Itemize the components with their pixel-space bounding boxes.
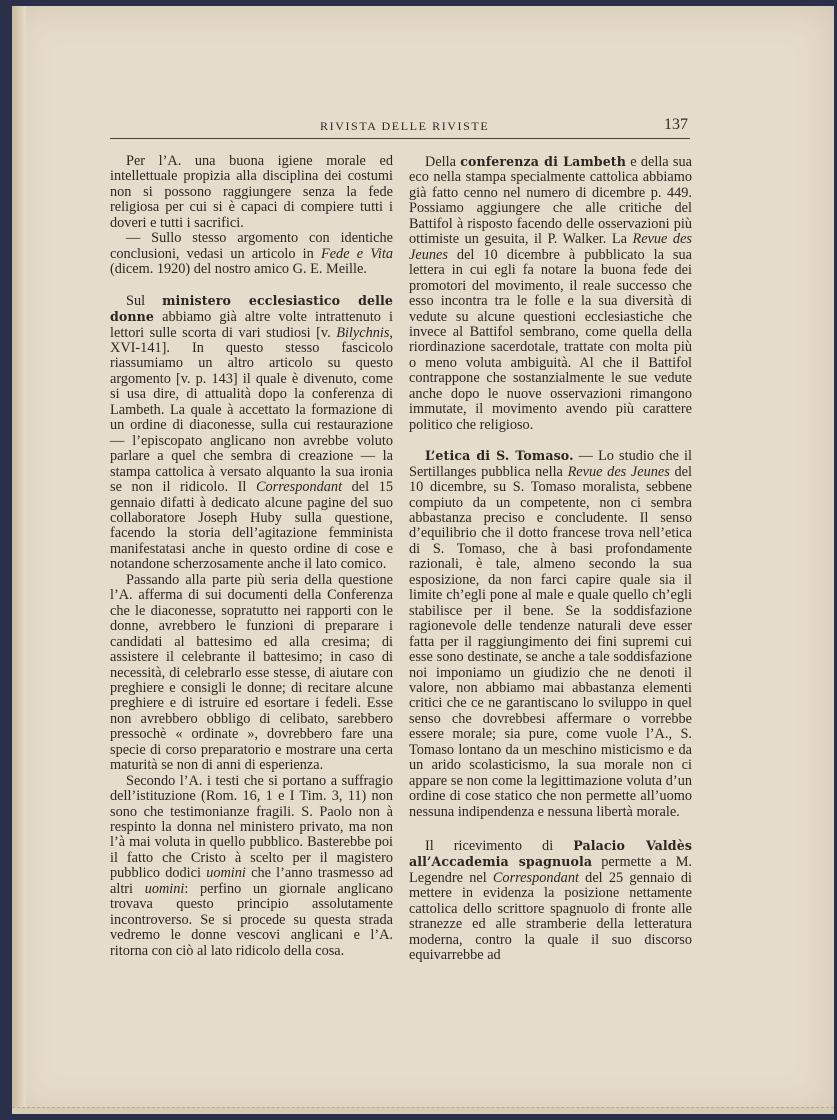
text-run: del 25 gennaio di mettere in evidenza la posizione nettamente cattolica dello scrittore spagnuolo di fronte alle stranezze ed alle stramberie della letteratura moderna, contro la quale il suo discorso equivarrebbe ad xyxy=(409,869,692,964)
text-run: abbiamo già altre volte intrattenuto i lettori sulle scorta di vari studiosi [v. xyxy=(110,309,393,341)
running-head: RIVISTA DELLE RIVISTE xyxy=(320,119,490,133)
text-run: , XVI-141]. In questo stesso fascicolo riassumiamo un altro articolo su questo argomento [v. p. 143] il quale è divenuto, come si usa dire, di attualità dopo la conferenza di Lambeth. La quale à accettato la formazione di un ordine di diaconesse, sulla cui restaurazione — l’episcopato anglicano non avrebbe voluto parlare a quel che sembra di creazione — la stampa cattolica à versato alquanto la sua ironia se non il ridicolo. Il xyxy=(110,324,393,496)
text-run: e della sua eco nella stampa specialmente cattolica abbiamo già fatto cenno nel numero di dicembre p. 449. Possiamo aggiungere che alle critiche del Battifol à risposto facendo delle osservazioni più ottimiste un gesuita, il P. Walker. La xyxy=(409,154,692,248)
page-bottom-edge xyxy=(12,1107,834,1114)
italic-phrase: Revue des Jeunes xyxy=(567,463,670,480)
paragraph xyxy=(409,838,692,964)
italic-phrase: uomini xyxy=(144,880,185,897)
paragraph xyxy=(110,154,393,231)
text-run: del 10 dicembre à pubblicato la sua lettera in cui egli fa notare la buona fede dei promotori del movimento, il reale successo che esso incontra tra le folle e la sua diversità di vedute su alcune questioni ecclesiastiche che invece al Battifol sembrano, come quella della riordinazione sacerdotale, trattate con molta più o meno voluta ambiguità. Al che il Battifol contrappone che sostanzialmente le sue vedute anche dopo le nuove osservazioni rimangono immutate, il movimento avendo più carattere politico che religioso. xyxy=(409,246,692,433)
page-header xyxy=(110,116,690,139)
text-run: : perfino un giornale anglicano trovava questo principio assolutamente incontroverso. Se si procede su questa strada vedremo le donne vescovi anglicani e l’A. ritorna con ciò al lato ridicolo della cosa. xyxy=(110,880,393,959)
text-run: (dicem. 1920) del nostro amico G. E. Meille. xyxy=(110,261,367,278)
text-run: del 15 gennaio difatti à dedicato alcune pagine del suo collaboratore Joseph Huby sulla questione, facendo la storia dell’agitazione femminista manifestatasi anche in questo ordine di cose e notandone scherzosamente anche il lato comico. xyxy=(110,479,393,573)
italic-phrase: uomini xyxy=(206,865,246,882)
text-run: Secondo l’A. i testi che si portano a suffragio dell’istituzione (Rom. 16, 1 e I Tim. 3, 11) non sono che testimonianze fragili. S. Paolo non à respinto la donna nel ministero privato, ma non l’à mai voluta in quello pubblico. Basterebbe poi il fatto che Cristo à scelto per il magistero pubblico dodici xyxy=(110,772,393,882)
bold-phrase: ministero ecclesiastico delle donne xyxy=(110,292,393,325)
italic-phrase: Correspondant xyxy=(492,869,579,886)
text-run: Il ricevimento di xyxy=(425,838,574,855)
text-run: — Lo studio che il Sertillanges pubblica nella xyxy=(409,448,692,480)
text-run: Per l’A. una buona igiene morale ed intellettuale propizia alla disciplina dei costumi non si possono raggiungere senza la fede religiosa per cui si è capaci di compiere tutti i doveri e tutti i sacrifici. xyxy=(110,153,393,231)
paragraph xyxy=(409,154,692,433)
italic-phrase: Fede e Vita xyxy=(320,245,393,262)
text-run: del 10 dicembre, su S. Tomaso moralista, sebbene compiuto da un competente, non ci sembra abbastanza preciso e concludente. Il senso d’equilibrio che il dotto francese trova nell’etica di S. Tomaso, che à basi profondamente razionali, è tale, almeno secondo la sua esposizione, da non farci capire quale sia il limite ch’egli pone al male e quale quello ch’egli stabilisce per il bene. Se la soddisfazione ragionevole delle tendenze naturali deve esser fatta per il raggiungimento dei fini supremi cui esse sono destinate, se anche a tale soddisfazione noi imponiamo un giudizio che ne denoti il valore, non abbiamo mai abbastanza elementi critici che ce ne garantiscano lo sviluppo in quel senso che dovrebbesi affermare o vorrebbe essere morale; sia pure, come vuole l’A., S. Tomaso lontano da un meschino misticismo e da un arido scolasticismo, la sua morale non ci appare se non come la legittimazione voluta d’un ordine di cose statico che non permette all’uomo nessuna indipendenza e nessuna libertà morale. xyxy=(409,463,692,820)
paragraph xyxy=(110,231,393,277)
page-number: 137 xyxy=(664,116,688,133)
right-column xyxy=(409,154,692,964)
page-spine xyxy=(12,6,26,1114)
text-run: Della xyxy=(425,154,461,170)
bold-phrase: L’etica di S. Tomaso. xyxy=(425,448,574,464)
italic-phrase: Bilychnis xyxy=(336,324,390,341)
bold-phrase: Palacio Valdès all’Accademia spagnuola xyxy=(409,838,693,870)
text-run: Sul xyxy=(126,292,163,309)
italic-phrase: Revue des Jeunes xyxy=(409,231,692,263)
paragraph xyxy=(110,573,393,774)
paragraph xyxy=(409,448,692,820)
book-page xyxy=(12,6,834,1114)
text-run: — Sullo stesso argomento con identiche conclusioni, vedasi un articolo in xyxy=(110,230,393,262)
paragraph xyxy=(110,293,393,573)
italic-phrase: Correspondant xyxy=(256,479,343,496)
text-run: che l’anno trasmesso ad altri xyxy=(110,865,393,897)
paragraph xyxy=(110,774,393,959)
bold-phrase: conferenza di Lambeth xyxy=(460,154,626,169)
left-column xyxy=(110,154,393,959)
text-run: Passando alla parte più seria della questione l’A. afferma di sui documenti della Conferenza che le diaconesse, sopratutto nei rapporti con le donne, avrebbero le funzioni di preparare i candidati al battesimo ed alla cresima; di assistere il celebrante il battesimo; in caso di necessità, di celebrarlo esse stesse, di aiutare con preghiere e consigli le donne; di recitare alcune preghiere e di istruire ed esortare i fedeli. Esse non avrebbero obbligo di celibato, sarebbero pressochè « ordinate », dovrebbero fare una specie di corso preparatorio e mostrare una certa maturità se non di anni di esperienza. xyxy=(110,571,393,774)
text-run: permette a M. Legendre nel xyxy=(409,854,693,886)
